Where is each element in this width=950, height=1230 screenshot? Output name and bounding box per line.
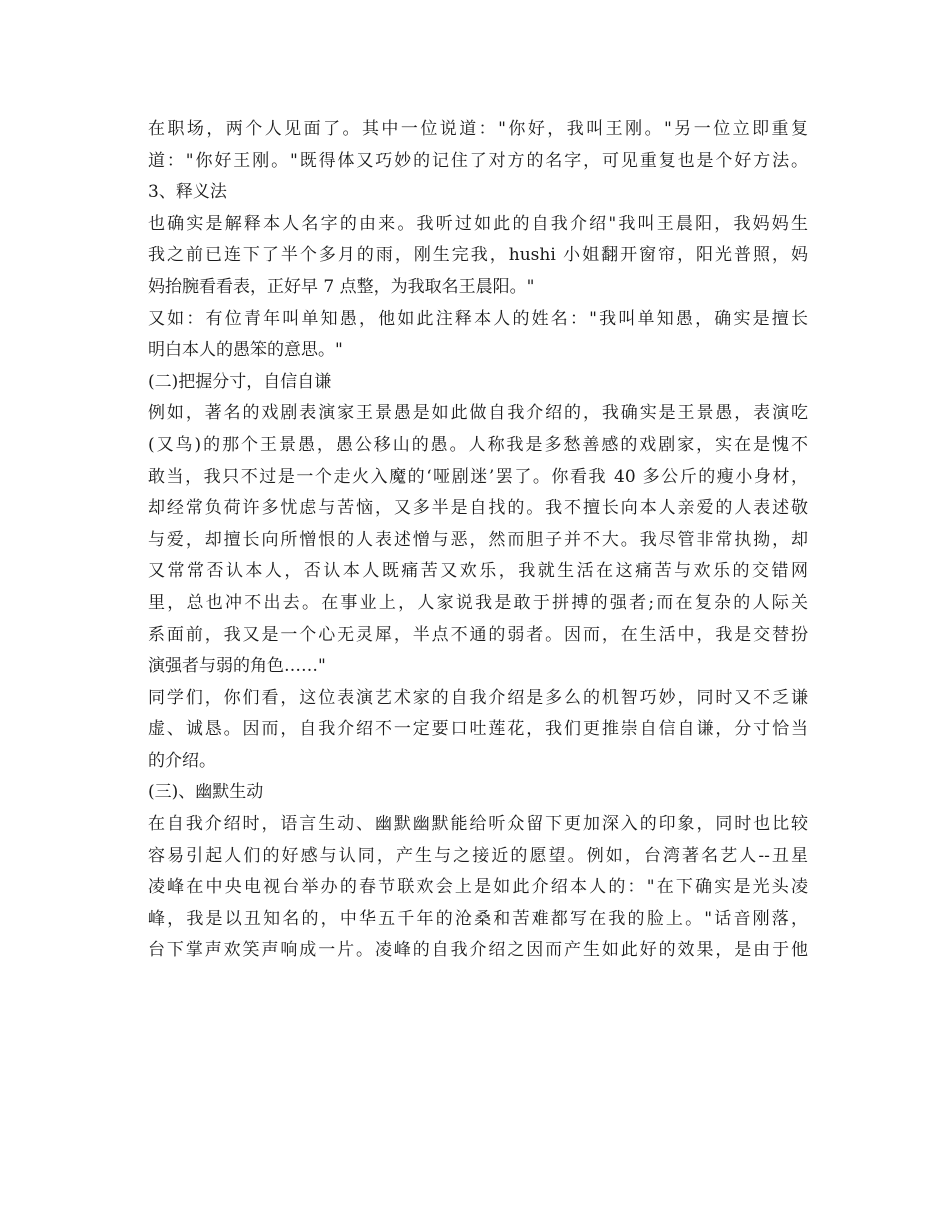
- text-line: 虚、诚恳。因而，自我介绍不一定要口吐莲花，我们更推崇自信自谦，分寸恰当: [148, 719, 808, 740]
- text-line: 道："你好王刚。"既得体又巧妙的记住了对方的名字，可见重复也是个好方法。: [148, 150, 808, 171]
- text-line: 演强者与弱的角色……": [148, 656, 326, 677]
- text-line: 系面前，我又是一个心无灵犀，半点不通的弱者。因而，在生活中，我是交替扮: [148, 624, 808, 645]
- text-line: 容易引起人们的好感与认同，产生与之接近的愿望。例如，台湾著名艺人--丑星: [148, 845, 808, 866]
- text-line: 却经常负荷许多忧虑与苦恼，又多半是自找的。我不擅长向本人亲爱的人表述敬: [148, 498, 808, 519]
- text-line: 里，总也冲不出去。在事业上，人家说我是敢于拼搏的强者;而在复杂的人际关: [148, 592, 808, 613]
- text-line: 凌峰在中央电视台举办的春节联欢会上是如此介绍本人的："在下确实是光头凌: [148, 877, 808, 898]
- text-line: 峰，我是以丑知名的，中华五千年的沧桑和苦难都写在我的脸上。"话音刚落，: [148, 908, 808, 929]
- text-line: 在职场，两个人见面了。其中一位说道："你好，我叫王刚。"另一位立即重复: [148, 119, 808, 139]
- text-line: 与爱，却擅长向所憎恨的人表述憎与恶，然而胆子并不大。我尽管非常执拗，却: [148, 529, 808, 550]
- text-line: 3、释义法: [148, 182, 227, 203]
- text-line: 台下掌声欢笑声响成一片。凌峰的自我介绍之因而产生如此好的效果，是由于他: [148, 940, 808, 961]
- text-line: 敢当，我只不过是一个走火入魔的‘哑剧迷’罢了。你看我 40 多公斤的瘦小身材，: [148, 466, 808, 487]
- text-line: 我之前已连下了半个多月的雨，刚生完我，hushi 小姐翻开窗帘，阳光普照，妈: [148, 245, 808, 266]
- text-line: 的介绍。: [148, 750, 216, 771]
- text-line: 妈抬腕看看表，正好早 7 点整，为我取名王晨阳。": [148, 276, 535, 297]
- text-line: 又常常否认本人，否认本人既痛苦又欢乐，我就生活在这痛苦与欢乐的交错网: [148, 561, 808, 582]
- text-line: 例如，著名的戏剧表演家王景愚是如此做自我介绍的，我确实是王景愚，表演吃: [148, 403, 808, 424]
- text-line: (又鸟)的那个王景愚，愚公移山的愚。人称我是多愁善感的戏剧家，实在是愧不: [148, 434, 808, 455]
- text-line: 又如：有位青年叫单知愚，他如此注释本人的姓名："我叫单知愚，确实是擅长: [148, 308, 808, 329]
- text-line: 在自我介绍时，语言生动、幽默幽默能给听众留下更加深入的印象，同时也比较: [148, 814, 808, 835]
- document-body: [148, 114, 808, 967]
- text-line: 同学们，你们看，这位表演艺术家的自我介绍是多么的机智巧妙，同时又不乏谦: [148, 687, 808, 708]
- text-line: 明白本人的愚笨的意思。": [148, 340, 343, 361]
- text-line: (二)把握分寸，自信自谦: [148, 371, 332, 392]
- text-line: (三)、幽默生动: [148, 782, 264, 803]
- text-line: 也确实是解释本人名字的由来。我听过如此的自我介绍"我叫王晨阳，我妈妈生: [148, 213, 808, 234]
